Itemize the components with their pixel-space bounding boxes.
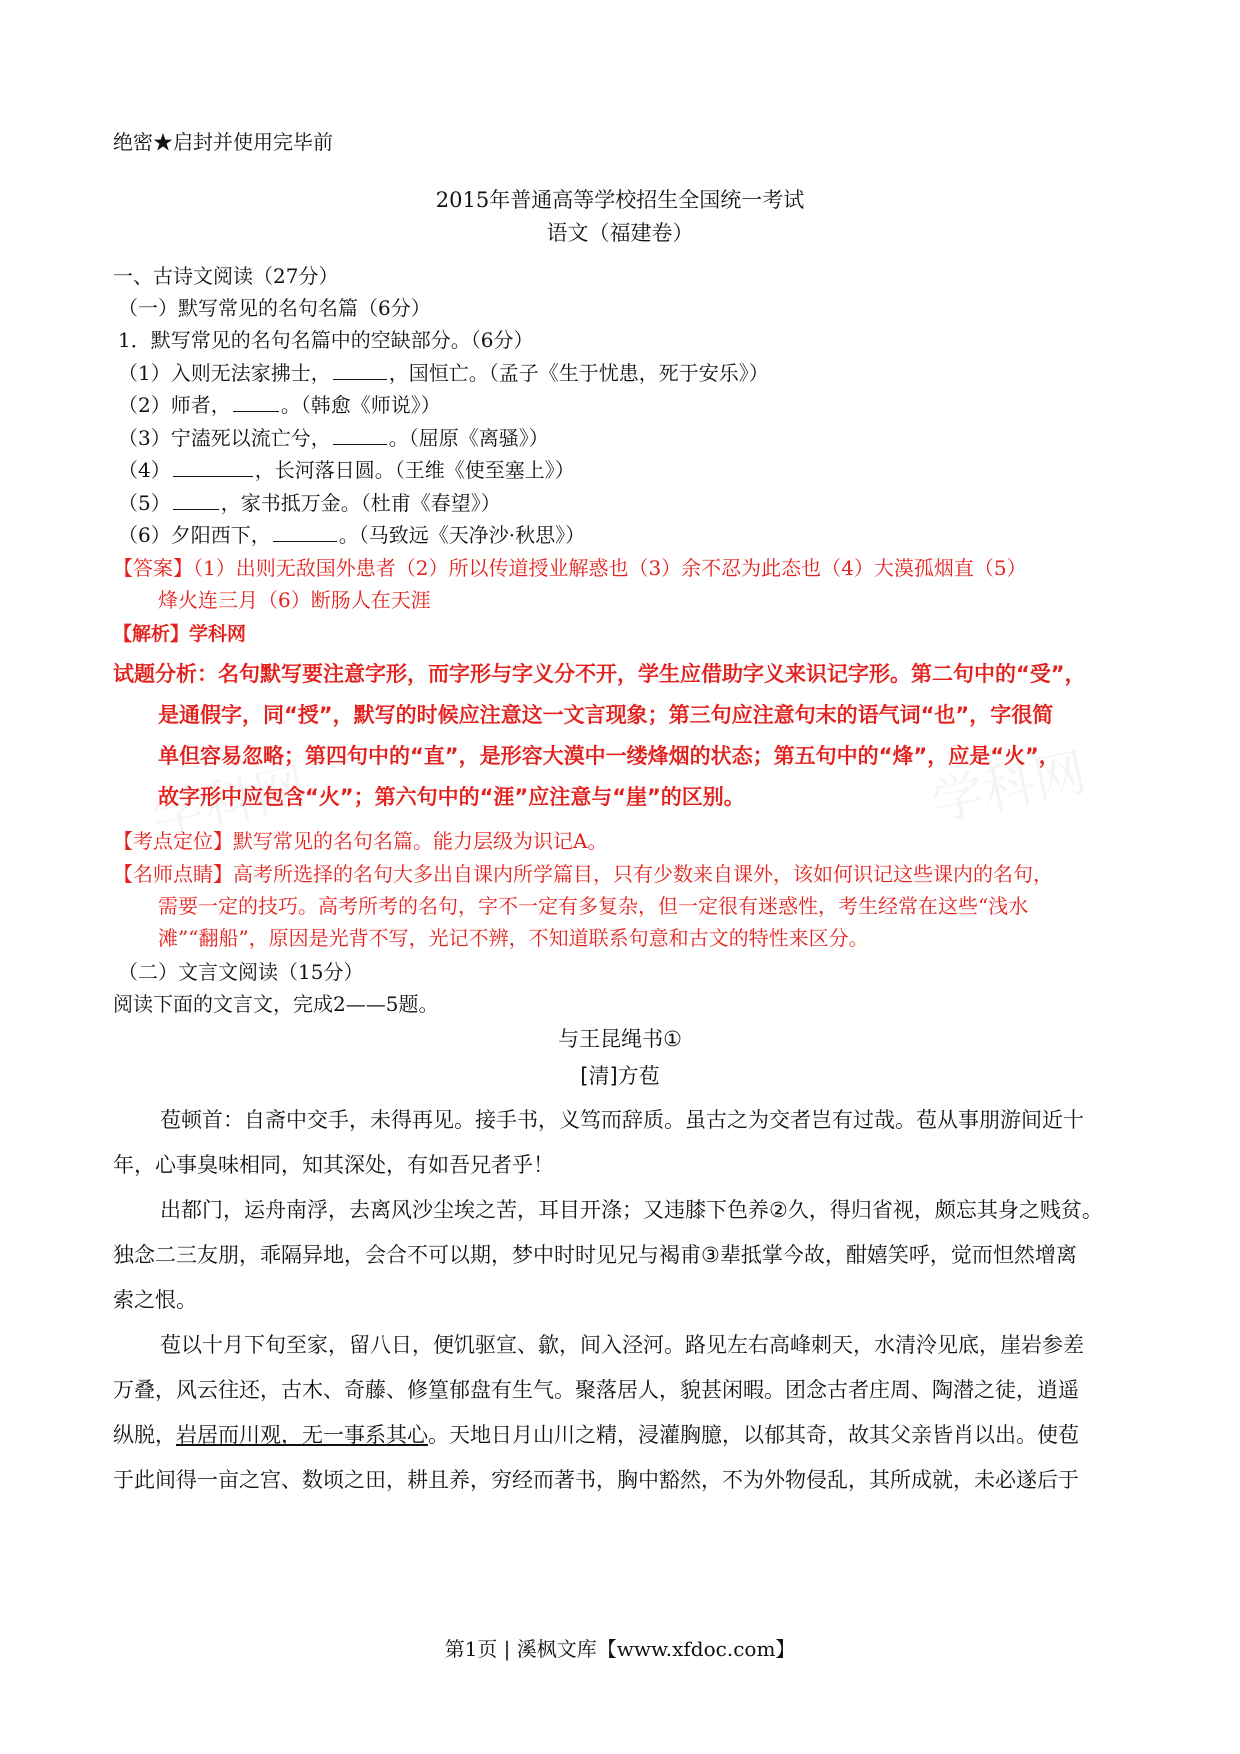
teacher-note: 滩”“翻船”，原因是光背不写，光记不辨，不知道联系句意和古文的特性来区分。 [158, 926, 869, 950]
section-heading: 一、古诗文阅读（27分） [113, 264, 339, 288]
passage-line: 出都门，运舟南浮，去离风沙尘埃之苦，耳目开涤；又违膝下色养②久，得归省视，颇忘其身之贱贫。 [160, 1198, 1103, 1222]
question-stem: 1．默写常见的名句名篇中的空缺部分。（6分） [118, 328, 534, 352]
exam-title: 2015年普通高等学校招生全国统一考试 [435, 188, 805, 212]
teacher-note: 【名师点睛】高考所选择的名句大多出自课内所学篇目，只有少数来自课外，该如何识记这些课内的名句， [113, 862, 1053, 886]
passage-line: 纵脱，岩居而川观，无一事系其心。天地日月山川之精，浸灌胸臆，以郁其奇，故其父亲皆肖以出。使苞 [113, 1423, 1079, 1447]
analysis-text: 故字形中应包含“火”；第六句中的“涯”应注意与“崖”的区别。 [158, 785, 745, 809]
question-item: （1）入则无法家拂士， ，国恒亡。（孟子《生于忧患，死于安乐》） [118, 361, 769, 385]
confidential-note: 绝密★启封并使用完毕前 [113, 130, 333, 154]
instruction: 阅读下面的文言文，完成2——5题。 [113, 992, 439, 1016]
answer-blank[interactable] [233, 391, 279, 412]
analysis-text: 单但容易忽略；第四句中的“直”，是形容大漠中一缕烽烟的状态；第五句中的“烽”，应是“火”， [158, 744, 1060, 768]
analysis-text: 是通假字，同“授”，默写的时候应注意这一文言现象；第三句应注意句末的语气词“也”，字很简 [158, 703, 1054, 727]
question-item: （4） ，长河落日圆。（王维《使至塞上》） [118, 458, 575, 482]
answer-blank[interactable] [333, 424, 387, 445]
page-footer: 第1页 | 溪枫文库【www.xfdoc.com】 [444, 1637, 796, 1661]
question-item: （6）夕阳西下， 。（马致远《天净沙·秋思》） [118, 523, 586, 547]
analysis-text: 试题分析：名句默写要注意字形，而字形与字义分不开，学生应借助字义来识记字形。第二句中的“受”， [113, 662, 1086, 686]
subsection-heading: （二）文言文阅读（15分） [118, 960, 364, 984]
answer-text: 烽火连三月（6）断肠人在天涯 [158, 588, 431, 612]
answer-blank[interactable] [173, 489, 219, 510]
question-item: （3）宁溘死以流亡兮， 。（屈原《离骚》） [118, 426, 549, 450]
passage-line: 苞顿首：自斋中交手，未得再见。接手书，义笃而辞质。虽古之为交者岂有过哉。苞从事朋游间近十 [160, 1108, 1084, 1132]
passage-title: 与王昆绳书① [558, 1027, 682, 1051]
passage-line: 万叠，风云往还，古木、奇藤、修篁郁盘有生气。聚落居人，貌甚闲暇。团念古者庄周、陶潜之徒，逍遥 [113, 1378, 1079, 1402]
answer-text: 【答案】（1）出则无敌国外患者（2）所以传道授业解惑也（3）余不忍为此态也（4）大漠孤烟直（5） [113, 556, 1027, 580]
question-item: （2）师者， 。（韩愈《师说》） [118, 393, 441, 417]
underlined-sentence: 岩居而川观，无一事系其心 [176, 1423, 428, 1447]
subsection-heading: （一）默写常见的名句名篇（6分） [118, 296, 431, 320]
analysis-label: 【解析】学科网 [113, 623, 247, 645]
passage-line: 苞以十月下旬至家，留八日，便饥驱宣、歙，间入泾河。路见左右高峰刺天，水清泠见底，崖岩参差 [160, 1333, 1084, 1357]
key-point: 【考点定位】默写常见的名句名篇。能力层级为识记A。 [113, 829, 608, 853]
passage-line: 年，心事臭味相同，知其深处，有如吾兄者乎！ [113, 1153, 554, 1177]
teacher-note: 需要一定的技巧。高考所考的名句，字不一定有多复杂，但一定很有迷惑性，考生经常在这些“浅水 [158, 894, 1029, 918]
passage-line: 索之恨。 [113, 1288, 197, 1312]
answer-blank[interactable] [273, 521, 337, 542]
answer-blank[interactable] [333, 359, 387, 380]
question-item: （5） ，家书抵万金。（杜甫《春望》） [118, 491, 501, 515]
passage-author: [清]方苞 [580, 1064, 660, 1088]
passage-line: 独念二三友朋，乖隔异地，会合不可以期，梦中时时见兄与褐甫③辈抵掌今故，酣嬉笑呼，觉而怛然增离 [113, 1243, 1077, 1267]
exam-subtitle: 语文（福建卷） [546, 221, 694, 245]
passage-line: 于此间得一亩之宫、数顷之田，耕且养，穷经而著书，胸中豁然，不为外物侵乱，其所成就，未必遂后于 [113, 1468, 1079, 1492]
answer-blank[interactable] [173, 456, 253, 477]
